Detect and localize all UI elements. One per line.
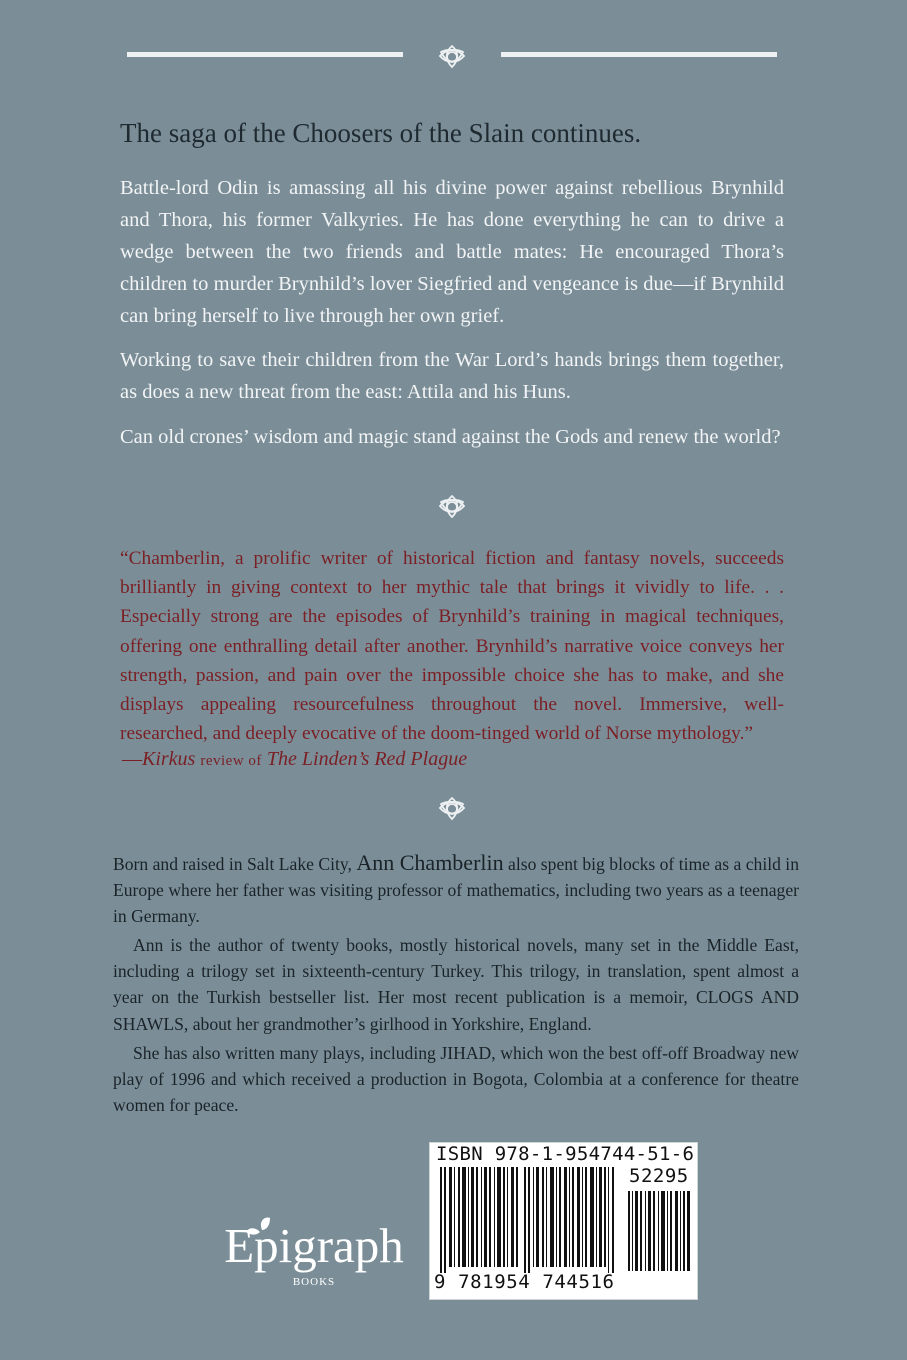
blurb-paragraph-1: Battle-lord Odin is amassing all his divine power against rebellious Brynhild and Thora, his former Valkyries. He has done everything he can to drive a wedge between the two friends and battle mates: He encouraged Thora’s children to murder Brynhild’s lover Siegfried and vengeance is due—if Brynhild can bring herself to live through her own grief.	[120, 177, 784, 327]
review-quote: “Chamberlin, a prolific writer of historical fiction and fantasy novels, succeeds brilliantly in giving context to her mythic tale that brings it vividly to life. . . Especially strong are the episodes of Brynhild’s training in magical techniques, offering one enthralling detail after another. Brynhild’s narrative voice conveys her strength, passion, and pain over the impossible choice she has to make, and she displays appealing resourcefulness throughout the novel. Immersive, well-researched, and deeply evocative of the doom-tinged world of Norse mythology.”	[120, 548, 784, 745]
blurb-paragraph-3: Can old crones’ wisdom and magic stand against the Gods and renew the world?	[120, 426, 781, 448]
isbn-text: ISBN 978-1-954744-51-6	[436, 1143, 695, 1165]
triquetra-knot-icon	[437, 42, 467, 72]
bio-paragraph-1: Born and raised in Salt Lake City, Ann Chamberlin also spent big blocks of time as a child in Europe where her father was visiting professor of mathematics, including two years as a teenager in Germany.	[113, 850, 799, 927]
addon-barcode-bars	[626, 1191, 692, 1271]
barcode-addon-number: 52295	[629, 1165, 689, 1187]
bio-paragraph-3: She has also written many plays, including JIHAD, which won the best off-off Broadway new play of 1996 and which received a production in Bogota, Colombia at a conference for theatre women for peace.	[113, 1043, 799, 1116]
barcode-bars	[436, 1167, 622, 1273]
isbn-barcode	[429, 1142, 698, 1300]
top-rule-left	[127, 52, 403, 57]
publisher-sub: BOOKS	[292, 1276, 336, 1288]
triquetra-knot-icon	[437, 794, 467, 824]
bio-paragraph-2: Ann is the author of twenty books, mostly historical novels, many set in the Middle East, including a trilogy set in sixteenth-century Turkey. This trilogy, in translation, spent almost a year on the Turkish bestseller list. Her most recent publication is a memoir, CLOGS AND SHAWLS, about her grandmother’s girlhood in Yorkshire, England.	[113, 935, 799, 1034]
review-attribution: —Kirkus review of The Linden’s Red Plague	[122, 748, 468, 770]
ean-number: 9 781954 744516	[434, 1271, 615, 1293]
publisher-logo	[212, 1214, 416, 1298]
triquetra-knot-icon	[437, 492, 467, 522]
blurb-paragraph-2: Working to save their children from the War Lord’s hands brings them together, as does a new threat from the east: Attila and his Huns.	[120, 349, 784, 403]
author-name: Ann Chamberlin	[356, 850, 504, 875]
tagline: The saga of the Choosers of the Slain continues.	[120, 118, 642, 148]
publisher-name: Epigraph	[224, 1218, 404, 1273]
top-rule-right	[501, 52, 777, 57]
